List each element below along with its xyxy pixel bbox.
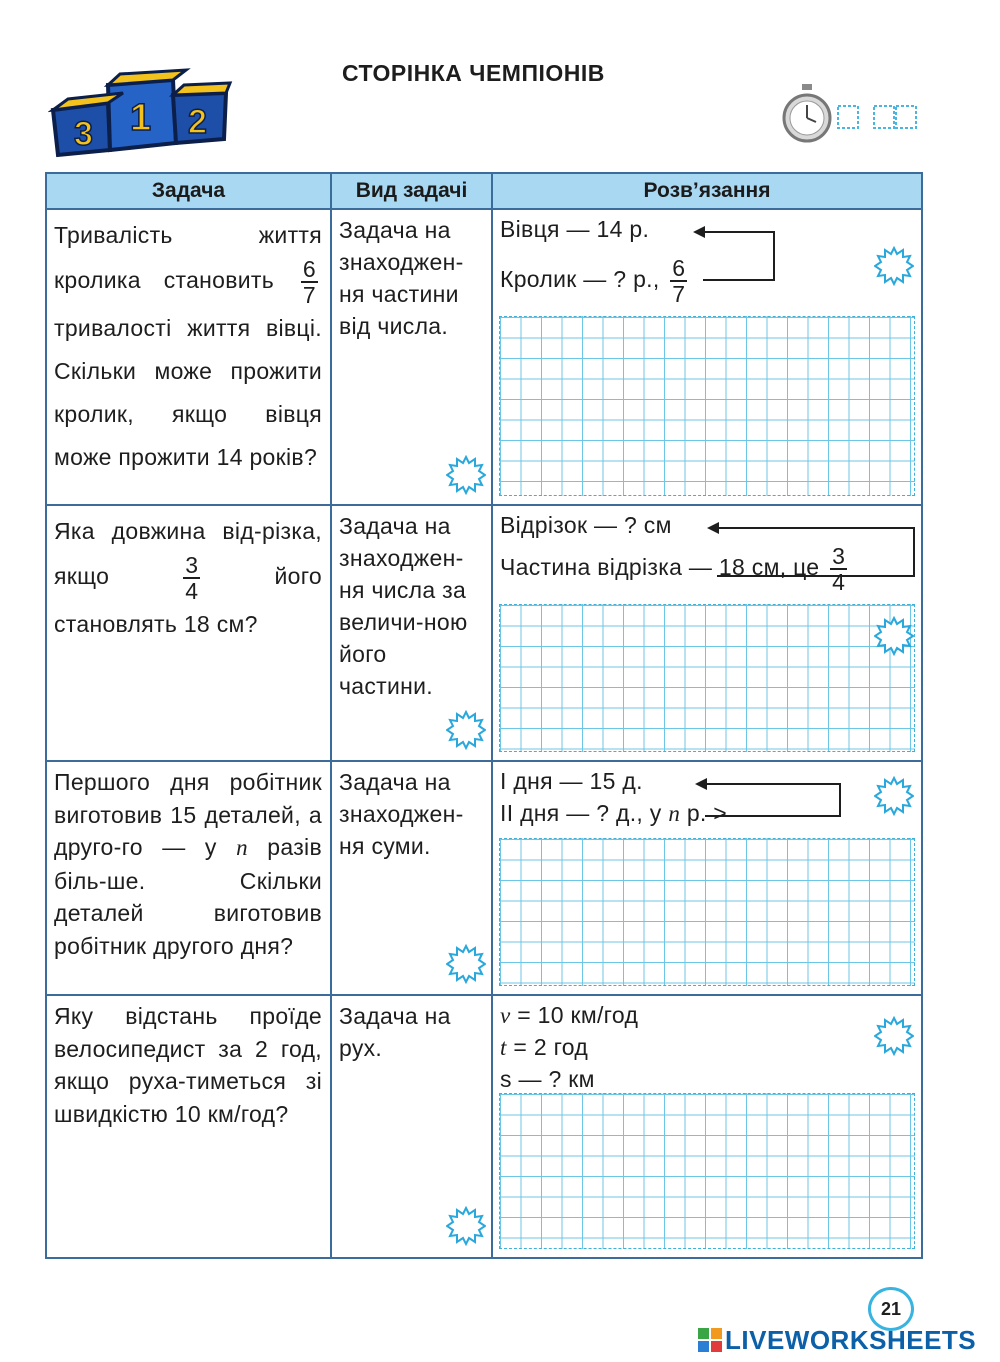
answer-grid[interactable] [499, 316, 915, 496]
task-type: Задача на знаходжен-ня числа за величи-ною його частини. [339, 513, 468, 699]
fraction: $\frac{3}{4}$ [185, 552, 199, 604]
stopwatch-icon [782, 84, 932, 146]
liveworksheets-logo: LIVEWORKSHEETS [697, 1325, 976, 1356]
star-badge-icon[interactable] [874, 776, 914, 816]
solution-line: v = 10 км/год [500, 1002, 639, 1028]
place-3-label: 3 [74, 115, 93, 153]
liveworksheets-icon [697, 1327, 723, 1353]
star-badge-icon[interactable] [446, 944, 486, 984]
task-type: Задача на рух. [339, 1003, 451, 1061]
answer-grid[interactable] [499, 1093, 915, 1249]
task-text: Першого дня робітник виготовив 15 деталей, а друго-го — у n разів біль-ше. Скільки деталей виготовив робітник другого дня? [54, 769, 322, 959]
task-text: Яку відстань проїде велосипедист за 2 год, якщо руха-тиметься зі швидкістю 10 км/год? [54, 1003, 322, 1127]
fraction: $\frac{6}{7}$ [302, 256, 316, 308]
podium-logo [48, 55, 233, 160]
place-2-label: 2 [188, 103, 207, 141]
solution-line: s — ? км [500, 1066, 595, 1092]
solution-line: Кролик — ? р., $\frac{6}{7}$ [500, 255, 686, 307]
solution-line: Відрізок — ? см [500, 512, 672, 538]
solution-line: I дня — 15 д. [500, 768, 643, 794]
solution-line: Вівця — 14 р. [500, 216, 650, 242]
star-badge-icon[interactable] [874, 616, 914, 656]
header-task: Задача [46, 173, 331, 209]
place-1-label: 1 [130, 97, 152, 139]
task-type: Задача на знаходжен-ня суми. [339, 769, 464, 859]
header-solution: Розв’язання [492, 173, 922, 209]
answer-grid[interactable] [499, 838, 915, 986]
task-text: Яка довжина від-різка, якщо $\frac{3}{4}$ його становлять 18 см? [54, 518, 322, 637]
star-badge-icon[interactable] [446, 710, 486, 750]
page-number: 21 [868, 1287, 914, 1331]
page-title: СТОРІНКА ЧЕМПІОНІВ [342, 60, 605, 86]
star-badge-icon[interactable] [874, 1016, 914, 1056]
solution-line: Частина відрізка — 18 см, це $\frac{3}{4}$ [500, 543, 846, 595]
answer-grid[interactable] [499, 604, 915, 752]
star-badge-icon[interactable] [874, 246, 914, 286]
star-badge-icon[interactable] [446, 1206, 486, 1246]
star-badge-icon[interactable] [446, 455, 486, 495]
task-type: Задача на знаходжен-ня частини від числа. [339, 217, 464, 339]
solution-line: t = 2 год [500, 1034, 589, 1060]
task-text: Тривалість життя кролика становить $\frac{6}{7}$ тривалості життя вівці. Скільки може прожити кролик, якщо вівця може прожити 14 років? [54, 222, 322, 470]
solution-line: II дня — ? д., у n р. > [500, 800, 728, 826]
header-type: Вид задачі [331, 173, 492, 209]
